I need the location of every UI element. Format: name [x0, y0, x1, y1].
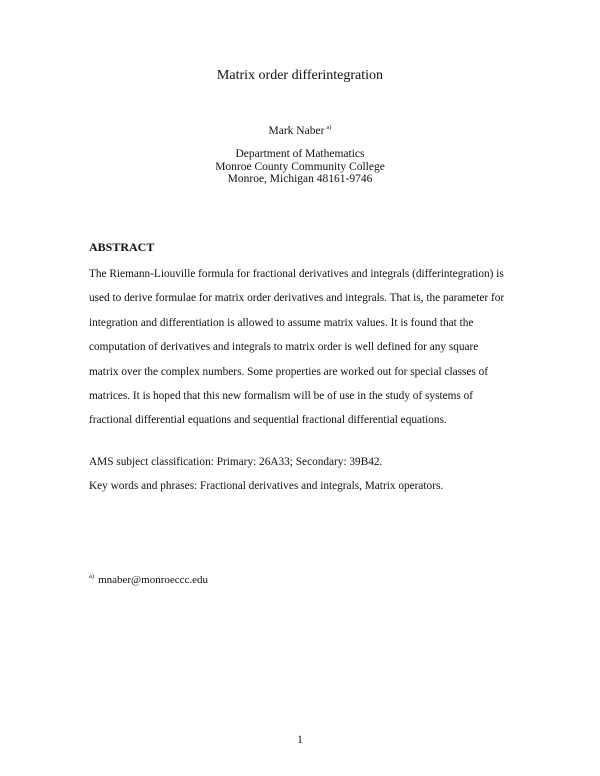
abstract-heading: ABSTRACT: [89, 240, 155, 254]
abstract-line: The Riemann-Liouville formula for fractional derivatives and integrals (differintegration) is: [89, 268, 504, 280]
ams-classification: AMS subject classification: Primary: 26A33; Secondary: 39B42.: [89, 456, 383, 468]
paper-title: Matrix order differintegration: [216, 68, 384, 83]
footnote-email: mnaber@monroeccc.edu: [98, 574, 209, 586]
abstract-line: fractional differential equations and sequential fractional differential equations.: [89, 414, 447, 427]
abstract-line: matrix over the complex numbers. Some properties are worked out for special classes of: [89, 365, 489, 378]
abstract-body: [89, 262, 519, 433]
affiliation-block: [0, 148, 600, 186]
abstract-line: computation of derivatives and integrals to matrix order is well defined for any square: [89, 341, 479, 354]
metadata-block: [89, 450, 519, 499]
affiliation-address: Monroe, Michigan 48161-9746: [227, 173, 373, 185]
author-name: Mark Naber: [268, 125, 325, 137]
abstract-line: matrices. It is hoped that this new formalism will be of use in the study of systems of: [89, 390, 474, 403]
keywords: Key words and phrases: Fractional derivatives and integrals, Matrix operators.: [89, 480, 444, 493]
affiliation-college: Monroe County Community College: [215, 160, 385, 173]
abstract-line: used to derive formulae for matrix order derivatives and integrals. That is, the parameter for: [89, 292, 505, 305]
page-number: 1: [297, 734, 303, 746]
affiliation-department: Department of Mathematics: [235, 148, 365, 160]
author-footnote-mark: a): [326, 124, 332, 131]
abstract-line: integration and differentiation is allowed to assume matrix values. It is found that the: [89, 316, 474, 329]
footnote-mark: a): [89, 573, 95, 580]
footnote: [89, 573, 208, 586]
author-line: [0, 124, 600, 137]
